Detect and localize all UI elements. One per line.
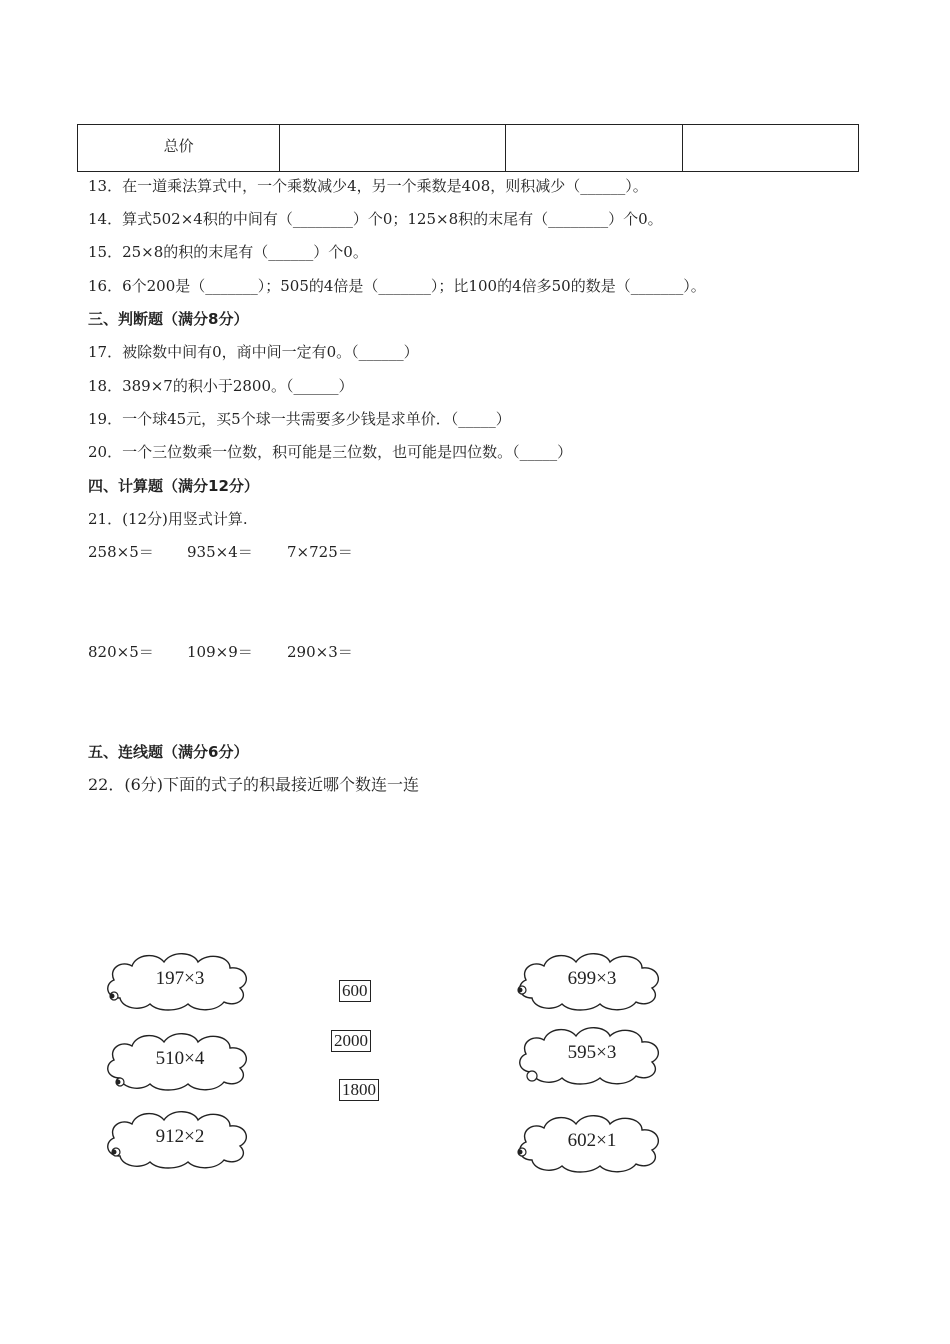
question-15: 15．25×8的积的末尾有（______）个0。: [88, 243, 368, 261]
section-heading-calculation: 四、计算题（满分12分）: [88, 477, 259, 495]
question-17: 17．被除数中间有0，商中间一定有0。（______）: [88, 343, 419, 361]
question-14: 14．算式502×4积的中间有（________）个0；125×8积的末尾有（________）个0。: [88, 210, 663, 228]
cloud-expression: 510×4: [155, 1048, 205, 1069]
section-heading-matching: 五、连线题（满分6分）: [88, 743, 249, 761]
expression-cloud[interactable]: [100, 1108, 260, 1172]
question-13: 13．在一道乘法算式中，一个乘数减少4，另一个乘数是408，则积减少（______）。: [88, 177, 648, 195]
calc-item: 258×5＝: [88, 543, 154, 561]
table-cell[interactable]: [506, 125, 682, 172]
table-row: [78, 125, 859, 172]
calc-item: 820×5＝: [88, 643, 154, 661]
cloud-expression: 912×2: [155, 1126, 205, 1147]
question-20: 20．一个三位数乘一位数，积可能是三位数，也可能是四位数。（_____）: [88, 443, 573, 461]
cloud-expression: 197×3: [155, 968, 205, 989]
table-row-label: 总价: [78, 125, 280, 172]
calc-item: 7×725＝: [287, 543, 353, 561]
calc-item: 935×4＝: [187, 543, 253, 561]
expression-cloud[interactable]: [512, 950, 672, 1014]
table-cell[interactable]: [280, 125, 506, 172]
expression-cloud[interactable]: [100, 950, 260, 1014]
expression-cloud[interactable]: [100, 1030, 260, 1094]
section-heading-judgement: 三、判断题（满分8分）: [88, 310, 249, 328]
question-18: 18．389×7的积小于2800。（______）: [88, 377, 354, 395]
cloud-expression: 602×1: [567, 1130, 617, 1151]
table-cell[interactable]: [682, 125, 858, 172]
calc-item: 109×9＝: [187, 643, 253, 661]
question-19: 19．一个球45元，买5个球一共需要多少钱是求单价．（_____）: [88, 410, 511, 428]
calc-item: 290×3＝: [287, 643, 353, 661]
question-16: 16．6个200是（_______）；505的4倍是（_______）；比100的4倍多50的数是（_______）。: [88, 277, 706, 295]
expression-cloud[interactable]: [512, 1112, 672, 1176]
cloud-expression: 699×3: [567, 968, 617, 989]
expression-cloud[interactable]: [512, 1024, 672, 1088]
price-table: [77, 124, 859, 172]
number-box[interactable]: 600: [339, 980, 371, 1002]
number-box[interactable]: 2000: [331, 1030, 371, 1052]
question-22: 22．(6分)下面的式子的积最接近哪个数连一连: [88, 775, 420, 794]
cloud-expression: 595×3: [567, 1042, 617, 1063]
question-21: 21．(12分)用竖式计算.: [88, 510, 248, 528]
number-box[interactable]: 1800: [339, 1079, 379, 1101]
